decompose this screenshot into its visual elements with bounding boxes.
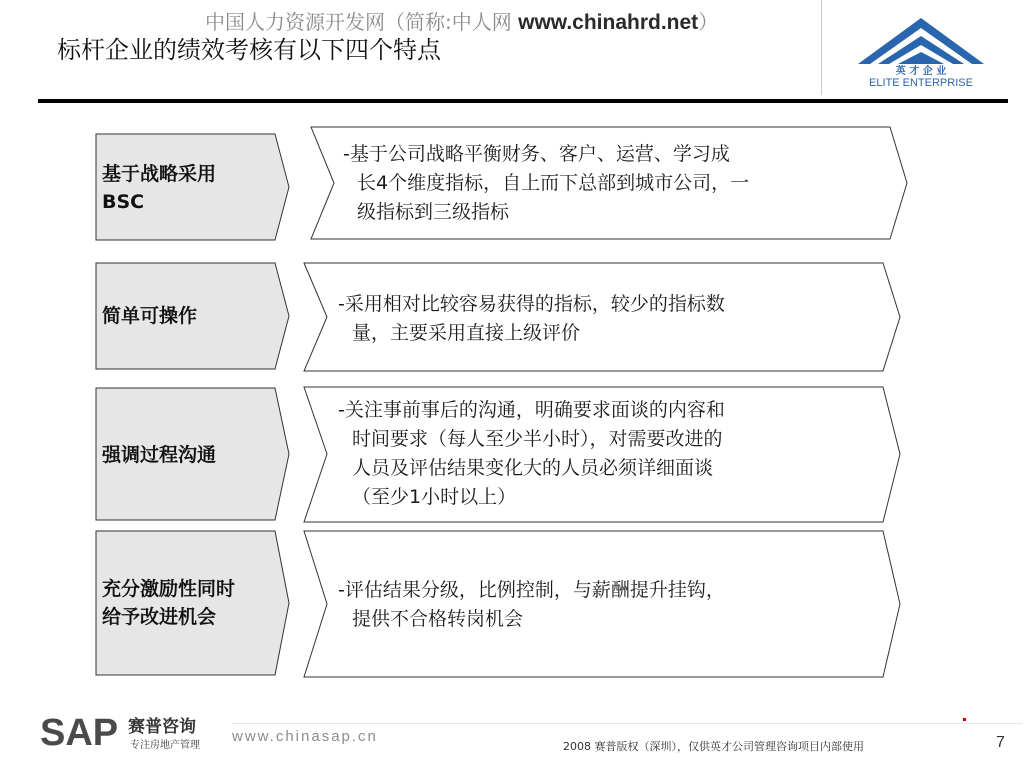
sap-logo-sub: 专注房地产管理 [130,740,200,751]
label-4-line-2: 给予改进机会 [102,606,217,628]
content-2-line-1: -采用相对比较容易获得的指标，较少的指标数 [338,293,725,315]
footer-red-mark [963,718,966,721]
sap-logo-text: SAP [40,712,119,752]
content-1-line-3: 级指标到三级指标 [357,201,510,223]
content-3-line-2: 时间要求（每人至少半小时），对需要改进的 [352,428,723,450]
footer-copyright: 2008 赛普版权（深圳），仅供英才公司管理咨询项目内部使用 [563,740,864,753]
brand-en-text: ELITE ENTERPRISE [869,77,973,89]
content-3-line-4: （至少1小时以上） [352,486,517,508]
sap-logo [40,712,220,752]
content-text-2 [338,290,878,348]
content-text-1 [343,140,883,227]
footer-url: www.chinasap.cn [232,728,378,745]
brand-cn-text: 英 才 企 业 [895,66,947,77]
title-underline [38,99,1008,103]
slide-title: 标杆企业的绩效考核有以下四个特点 [57,36,441,64]
watermark-url: www.chinahrd.net [518,11,699,34]
label-text-2 [102,302,197,330]
watermark-close: ） [698,10,719,34]
sap-logo-cn: 赛普咨询 [128,717,196,737]
content-3-line-1: -关注事前事后的沟通，明确要求面谈的内容和 [338,399,725,421]
page-number: 7 [996,734,1005,751]
header-divider [821,0,822,95]
label-3-line-1: 强调过程沟通 [102,444,217,466]
watermark-cn: 中国人力资源开发网（简称:中人网 [205,10,519,34]
label-text-3 [102,441,216,469]
label-2-line-1: 简单可操作 [102,305,198,327]
content-4-line-1: -评估结果分级，比例控制，与薪酬提升挂钩， [338,579,725,601]
content-1-line-1: -基于公司战略平衡财务、客户、运营、学习成 [343,143,730,165]
label-1-line-1: 基于战略采用 [102,163,217,185]
label-4-line-1: 充分激励性同时 [102,578,236,600]
content-1-line-2: 长4个维度指标，自上而下总部到城市公司，一 [357,172,750,194]
footer-rule [232,723,1022,724]
elite-enterprise-logo [848,14,994,90]
content-text-3 [338,396,878,512]
label-1-line-2: BSC [102,191,145,213]
content-2-line-2: 量，主要采用直接上级评价 [352,322,581,344]
label-text-1 [102,160,216,216]
content-3-line-3: 人员及评估结果变化大的人员必须详细面谈 [352,457,714,479]
content-4-line-2: 提供不合格转岗机会 [352,608,524,630]
label-text-4 [102,575,235,631]
content-text-4 [338,576,878,634]
